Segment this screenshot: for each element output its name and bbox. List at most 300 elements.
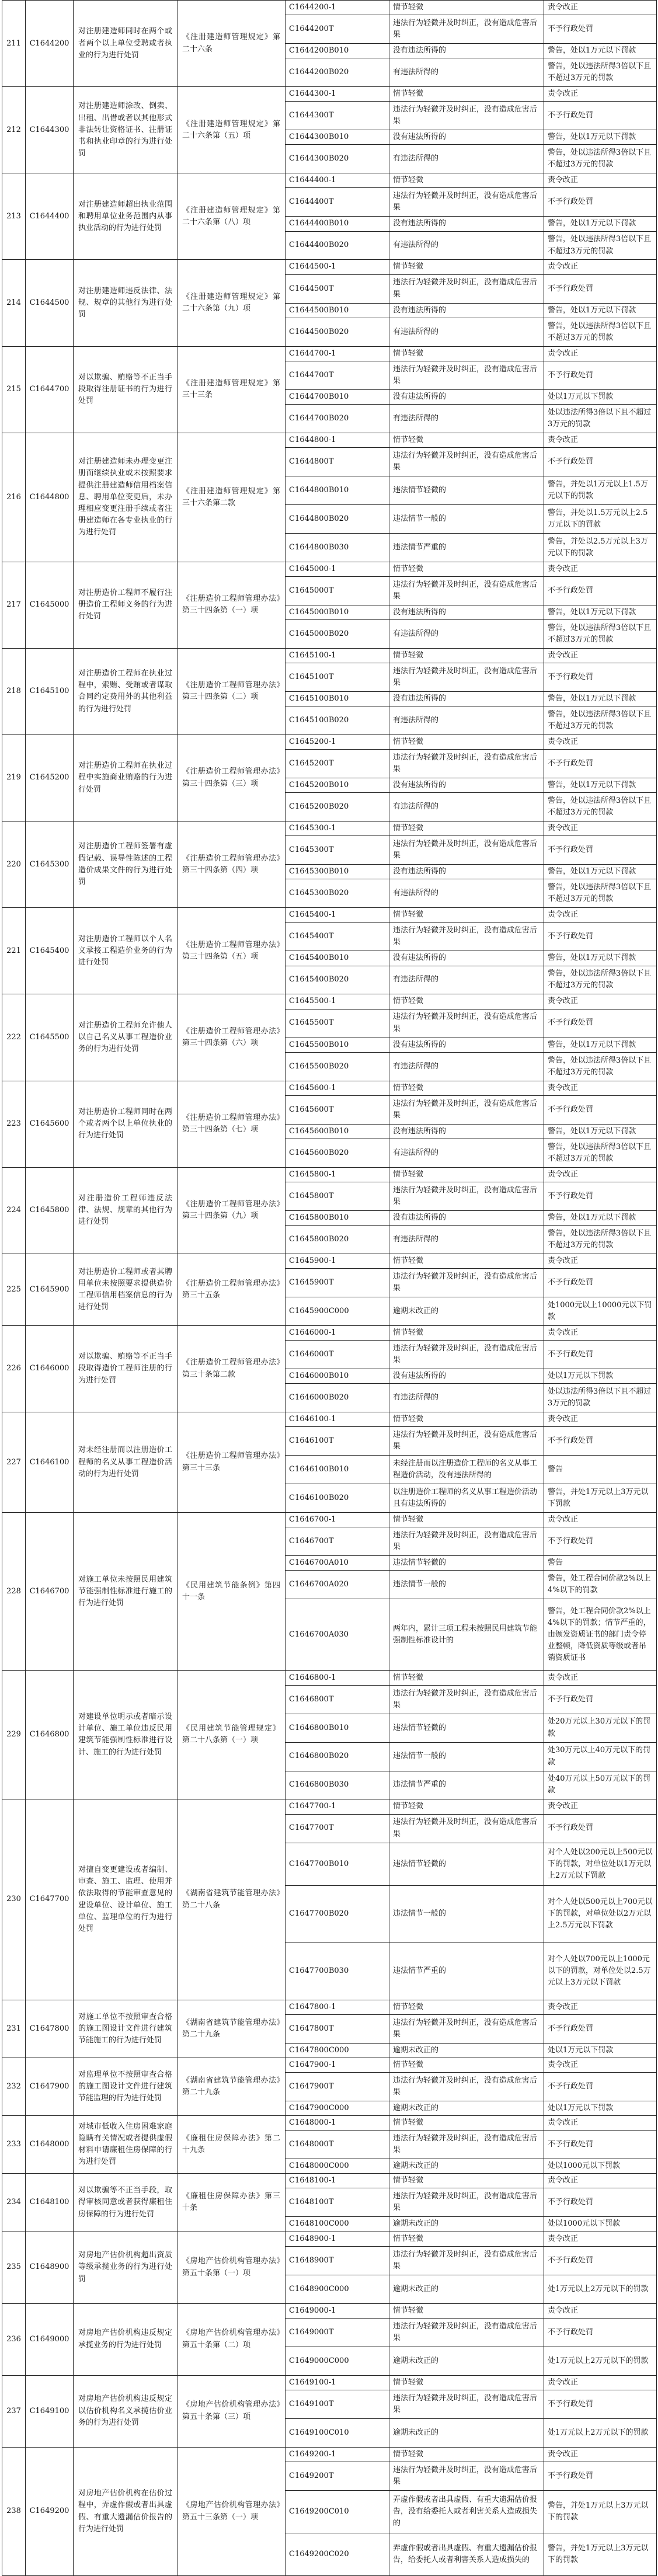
sub-code: C1646700-1 [286,1513,389,1527]
sub-code: C1644400T [286,188,389,217]
item-code: C1644800 [26,433,74,562]
table-row [2,908,657,923]
row-number: 225 [2,1254,26,1325]
penalty-item: 对房地产估价机构在估价过程中，弄虚作假或者出具虚假、有重大遗漏估价报告的行为进行处罚 [74,2447,177,2576]
circumstance: 两年内，累计三项工程未按照民用建筑节能强制性标准设计的 [389,1599,544,1670]
sub-code: C1645000B010 [286,605,389,619]
circumstance: 情节轻微 [389,2232,544,2246]
circumstance: 逾期未改正的 [389,2217,544,2232]
sub-code: C1647800-1 [286,2000,389,2014]
sub-code: C1644200B020 [286,58,389,87]
sub-code: C1646800T [286,1685,389,1714]
item-code: C1648900 [26,2232,74,2303]
legal-basis: 《注册造价工程师管理办法》第三十四条第（九）项 [177,1167,286,1254]
item-code: C1645400 [26,908,74,994]
sub-code: C1645200T [286,750,389,778]
legal-basis: 《廉租住房保障办法》第三十条 [177,2174,286,2232]
circumstance: 情节轻微 [389,1,544,15]
table-row [2,648,657,663]
penalty-standard: 责令改正 [544,173,657,188]
item-code: C1648000 [26,2116,74,2174]
item-code: C1645500 [26,994,74,1081]
circumstance: 没有违法所得的 [389,1038,544,1052]
penalty-standard: 警告，并处以1万元以上1.5万元以下的罚款 [544,476,657,504]
circumstance: 逾期未改正的 [389,2418,544,2447]
circumstance: 违法行为轻微并及时纠正，没有造成危害后果 [389,1341,544,1369]
circumstance: 违法行为轻微并及时纠正，没有造成危害后果 [389,1009,544,1038]
circumstance: 情节轻微 [389,173,544,188]
row-number: 211 [2,1,26,87]
circumstance: 没有违法所得的 [389,691,544,706]
circumstance: 情节轻微 [389,433,544,447]
row-number: 214 [2,260,26,346]
table-row [2,346,657,361]
item-code: C1647900 [26,2058,74,2115]
document-page [2,0,656,2565]
item-code: C1648100 [26,2174,74,2232]
circumstance: 违法行为轻微并及时纠正，没有造成危害后果 [389,576,544,605]
circumstance: 弄虚作假或者出具虚假、有重大遗漏估价报告，没有给委托人或者利害关系人造成损失的 [389,2490,544,2533]
circumstance: 逾期未改正的 [389,2275,544,2303]
penalty-item: 对建设单位明示或者暗示设计单位、施工单位违反民用建筑节能强制性标准进行设计、施工的行为进行处罚 [74,1670,177,1799]
penalty-standard: 警告，处以1万元以下罚款 [544,778,657,793]
row-number: 215 [2,346,26,433]
sub-code: C1647800C000 [286,2043,389,2058]
penalty-standard: 责令改正 [544,2303,657,2318]
item-code: C1644400 [26,173,74,260]
circumstance: 逾期未改正的 [389,2043,544,2058]
legal-basis: 《注册造价工程师管理办法》第三十四条第（四）项 [177,821,286,908]
penalty-standard: 警告，处以违法所得3倍以下且不超过3万元的罚款 [544,231,657,260]
circumstance: 违法行为轻微并及时纠正，没有造成危害后果 [389,1814,544,1843]
penalty-item: 对以欺骗、贿赂等不正当手段取得造价工程师注册的行为进行处罚 [74,1325,177,1412]
penalty-standard: 不予行政处罚 [544,576,657,605]
penalty-item: 对未经注册而以注册造价工程师的名义从事工程造价活动的行为进行处罚 [74,1412,177,1513]
circumstance: 违法行为轻微并及时纠正，没有造成危害后果 [389,2390,544,2418]
penalty-standard: 警告，处以违法所得3倍以下且不超过3万元的罚款 [544,145,657,173]
row-number: 231 [2,2000,26,2058]
penalty-item: 对监理单位不按照审查合格的施工图设计文件进行建筑节能监理的行为进行处罚 [74,2058,177,2115]
sub-code: C1648900T [286,2246,389,2275]
item-code: C1645100 [26,648,74,734]
circumstance: 有违法所得的 [389,1139,544,1167]
row-number: 213 [2,173,26,260]
circumstance: 没有违法所得的 [389,1210,544,1225]
penalty-standard: 处以1000元以下罚款 [544,2217,657,2232]
penalty-standard: 不予行政处罚 [544,1341,657,1369]
sub-code: C1647700B010 [286,1843,389,1885]
penalty-standard: 责令改正 [544,648,657,663]
sub-code: C1647700B030 [286,1943,389,2000]
legal-basis: 《湖南省建筑节能管理办法》第二十八条 [177,1799,286,2000]
penalty-standard: 对个人处以200元以上500元以下的罚款，对单位处以1万元以上2万元以下罚款 [544,1843,657,1885]
sub-code: C1647900C000 [286,2101,389,2115]
circumstance: 有违法所得的 [389,966,544,994]
legal-basis: 《湖南省建筑节能管理办法》第二十九条 [177,2000,286,2058]
penalty-table [2,0,657,2576]
circumstance: 情节轻微 [389,562,544,576]
sub-code: C1645500-1 [286,994,389,1009]
penalty-standard: 不予行政处罚 [544,361,657,389]
sub-code: C1648000T [286,2131,389,2159]
sub-code: C1644500T [286,274,389,303]
table-row [2,173,657,188]
sub-code: C1646800B010 [286,1714,389,1742]
table-row [2,734,657,749]
penalty-standard: 警告，处以违法所得3倍以下且不超过3万元的罚款 [544,318,657,346]
penalty-standard: 警告，处以违法所得3倍以下且不超过3万元的罚款 [544,966,657,994]
penalty-item: 对注册造价工程师违反法律、法规、规章的其他行为进行处罚 [74,1167,177,1254]
circumstance: 有违法所得的 [389,58,544,87]
circumstance: 没有违法所得的 [389,605,544,619]
circumstance: 情节轻微 [389,2116,544,2131]
table-row [2,433,657,447]
sub-code: C1649200-1 [286,2447,389,2462]
penalty-standard: 责令改正 [544,2116,657,2131]
circumstance: 弄虚作假或者出具虚假、有重大遗漏估价报告，给委托人或者利害关系人造成损失的 [389,2533,544,2576]
sub-code: C1646800B030 [286,1771,389,1799]
penalty-standard: 不予行政处罚 [544,836,657,865]
circumstance: 没有违法所得的 [389,1124,544,1139]
circumstance: 违法行为轻微并及时纠正，没有造成危害后果 [389,1182,544,1210]
table-row [2,2375,657,2390]
penalty-standard: 处以1万元以下罚款 [544,389,657,404]
row-number: 229 [2,1670,26,1799]
penalty-item: 对注册建造师超出执业范围和聘用单位业务范围内从事执业活动的行为进行处罚 [74,173,177,260]
row-number: 212 [2,87,26,173]
table-row [2,821,657,836]
circumstance: 违法行为轻微并及时纠正，没有造成危害后果 [389,2246,544,2275]
sub-code: C1644300B010 [286,130,389,145]
row-number: 217 [2,562,26,648]
penalty-standard: 对个人处以700元以上1000元以下的罚款，对单位处以2.5万元以上3万元以下罚款 [544,1943,657,2000]
penalty-standard: 责令改正 [544,2000,657,2014]
circumstance: 违法情节严重的 [389,533,544,562]
table-row [2,2174,657,2188]
circumstance: 违法行为轻微并及时纠正，没有造成危害后果 [389,1685,544,1714]
sub-code: C1644700T [286,361,389,389]
penalty-item: 对注册建造师违反法律、法规、规章的其他行为进行处罚 [74,260,177,346]
sub-code: C1644800B030 [286,533,389,562]
penalty-item: 对施工单位不按照审查合格的施工图设计文件进行建筑节能施工的行为进行处罚 [74,2000,177,2058]
sub-code: C1649100C010 [286,2418,389,2447]
legal-basis: 《房地产估价机构管理办法》第五十条第（一）项 [177,2232,286,2303]
row-number: 218 [2,648,26,734]
sub-code: C1644400B010 [286,217,389,231]
legal-basis: 《注册造价工程师管理办法》第三十四条第（二）项 [177,648,286,734]
circumstance: 违法行为轻微并及时纠正，没有造成危害后果 [389,663,544,691]
sub-code: C1645800B020 [286,1225,389,1254]
circumstance: 违法行为轻微并及时纠正，没有造成危害后果 [389,1095,544,1124]
penalty-standard: 处以1万元以下罚款 [544,2043,657,2058]
penalty-standard: 处以违法所得3倍以下且不超过3万元的罚款 [544,1384,657,1412]
circumstance: 没有违法所得的 [389,44,544,58]
sub-code: C1645900-1 [286,1254,389,1268]
sub-code: C1644700B010 [286,389,389,404]
sub-code: C1645500B020 [286,1052,389,1081]
circumstance: 没有违法所得的 [389,1369,544,1384]
sub-code: C1644200-1 [286,1,389,15]
legal-basis: 《注册造价工程师管理办法》第三十四条第（五）项 [177,908,286,994]
item-code: C1645600 [26,1081,74,1167]
table-row [2,1513,657,1527]
table-row [2,1081,657,1095]
sub-code: C1647800T [286,2014,389,2043]
sub-code: C1647700B020 [286,1885,389,1943]
sub-code: C1648000C000 [286,2159,389,2174]
penalty-item: 对注册造价工程师以个人名义承接工程造价业务的行为进行处罚 [74,908,177,994]
sub-code: C1649100T [286,2390,389,2418]
penalty-standard: 不予行政处罚 [544,663,657,691]
penalty-item: 对以欺骗等不正当手段，取得审核同意或者获得廉租住房保障的行为进行处罚 [74,2174,177,2232]
legal-basis: 《注册造价工程师管理办法》第三十条第二款 [177,1325,286,1412]
sub-code: C1648100T [286,2188,389,2217]
sub-code: C1648000-1 [286,2116,389,2131]
sub-code: C1644200B010 [286,44,389,58]
sub-code: C1646100T [286,1427,389,1456]
sub-code: C1644800B010 [286,476,389,504]
circumstance: 有违法所得的 [389,1384,544,1412]
penalty-standard: 不予行政处罚 [544,1269,657,1297]
table-row [2,260,657,274]
circumstance: 有违法所得的 [389,145,544,173]
penalty-item: 对房地产估价机构超出资质等级承揽业务的行为进行处罚 [74,2232,177,2303]
circumstance: 情节轻微 [389,346,544,361]
penalty-item: 对施工单位未按照民用建筑节能强制性标准进行施工的行为进行处罚 [74,1513,177,1671]
circumstance: 情节轻微 [389,1513,544,1527]
circumstance: 情节轻微 [389,1412,544,1427]
row-number: 228 [2,1513,26,1671]
circumstance: 情节轻微 [389,994,544,1009]
penalty-standard: 处以1万元以下罚款 [544,2101,657,2115]
item-code: C1649100 [26,2375,74,2447]
penalty-standard: 警告，处以违法所得3倍以下且不超过3万元的罚款 [544,1052,657,1081]
penalty-standard: 处30万元以上40万元以下的罚款 [544,1742,657,1771]
circumstance: 情节轻微 [389,2375,544,2390]
penalty-item: 对注册建造师同时在两个或者两个以上单位受聘或者执业的行为进行处罚 [74,1,177,87]
table-row [2,2303,657,2318]
sub-code: C1645100-1 [286,648,389,663]
sub-code: C1644400-1 [286,173,389,188]
table-row [2,1,657,15]
penalty-standard: 责令改正 [544,821,657,836]
row-number: 224 [2,1167,26,1254]
legal-basis: 《注册造价工程师管理办法》第三十四条第（六）项 [177,994,286,1081]
penalty-standard: 处1000元以上10000元以下罚款 [544,1297,657,1326]
sub-code: C1645600B010 [286,1124,389,1139]
penalty-item: 对以欺骗、贿赂等不正当手段取得注册证书的行为进行处罚 [74,346,177,433]
sub-code: C1646000B020 [286,1384,389,1412]
sub-code: C1646100B010 [286,1456,389,1484]
penalty-standard: 警告，处以违法所得3倍以下且不超过3万元的罚款 [544,879,657,908]
circumstance: 违法行为轻微并及时纠正，没有造成危害后果 [389,836,544,865]
penalty-item: 对注册造价工程师或者其聘用单位未按照要求提供造价工程师信用档案信息的行为进行处罚 [74,1254,177,1325]
circumstance: 有违法所得的 [389,619,544,648]
sub-code: C1644300T [286,102,389,130]
circumstance: 逾期未改正的 [389,2159,544,2174]
penalty-standard: 不予行政处罚 [544,274,657,303]
sub-code: C1646700A020 [286,1571,389,1599]
item-code: C1646000 [26,1325,74,1412]
row-number: 236 [2,2303,26,2375]
circumstance: 逾期未改正的 [389,2347,544,2375]
circumstance: 没有违法所得的 [389,217,544,231]
penalty-standard: 责令改正 [544,433,657,447]
penalty-standard: 对个人处以500元以上700元以下的罚款，对单位处以2万元以上2.5万元以下罚款 [544,1885,657,1943]
legal-basis: 《注册造价工程师管理办法》第三十三条 [177,1412,286,1513]
item-code: C1644500 [26,260,74,346]
circumstance: 违法情节一般的 [389,1742,544,1771]
penalty-standard: 处以1万元以下罚款 [544,1369,657,1384]
item-code: C1649200 [26,2447,74,2576]
item-code: C1649000 [26,2303,74,2375]
sub-code: C1645000B020 [286,619,389,648]
sub-code: C1649000-1 [286,2303,389,2318]
legal-basis: 《注册造价工程师管理办法》第三十五条 [177,1254,286,1325]
row-number: 230 [2,1799,26,2000]
circumstance: 情节轻微 [389,1670,544,1685]
sub-code: C1645800T [286,1182,389,1210]
circumstance: 违法行为轻微并及时纠正，没有造成危害后果 [389,361,544,389]
sub-code: C1647700-1 [286,1799,389,1814]
penalty-standard: 不予行政处罚 [544,15,657,44]
penalty-standard: 警告，处以1万元以下罚款 [544,691,657,706]
penalty-standard: 责令改正 [544,1254,657,1268]
circumstance: 情节轻微 [389,2000,544,2014]
table-row [2,1412,657,1427]
legal-basis: 《房地产估价机构管理办法》第五十条第（二）项 [177,2303,286,2375]
table-row [2,2447,657,2462]
sub-code: C1645200-1 [286,734,389,749]
row-number: 216 [2,433,26,562]
penalty-standard: 不予行政处罚 [544,1814,657,1843]
penalty-standard: 责令改正 [544,2058,657,2072]
penalty-standard: 警告 [544,1556,657,1571]
circumstance: 以注册造价工程师的名义从事工程造价活动且有违法所得的 [389,1484,544,1513]
penalty-standard: 责令改正 [544,2174,657,2188]
circumstance: 没有违法所得的 [389,865,544,879]
circumstance: 有违法所得的 [389,231,544,260]
circumstance: 情节轻微 [389,734,544,749]
item-code: C1645800 [26,1167,74,1254]
penalty-standard: 责令改正 [544,260,657,274]
circumstance: 没有违法所得的 [389,130,544,145]
penalty-item: 对注册造价工程师不履行注册造价工程师义务的行为进行处罚 [74,562,177,648]
legal-basis: 《注册建造师管理规定》第二十六条第（八）项 [177,173,286,260]
item-code: C1647700 [26,1799,74,2000]
sub-code: C1649000C000 [286,2347,389,2375]
circumstance: 有违法所得的 [389,706,544,735]
sub-code: C1646700A030 [286,1599,389,1670]
penalty-item: 对注册造价工程师同时在两个或者两个以上单位执业的行为进行处罚 [74,1081,177,1167]
penalty-standard: 警告，处以1万元以下罚款 [544,1124,657,1139]
sub-code: C1648900C000 [286,2275,389,2303]
circumstance: 违法行为轻微并及时纠正，没有造成危害后果 [389,1527,544,1556]
table-row [2,1325,657,1340]
penalty-standard: 处1万元以上2万元以下的罚款 [544,2418,657,2447]
penalty-item: 对房地产估价机构违反规定承揽业务的行为进行处罚 [74,2303,177,2375]
penalty-standard: 警告，处以违法所得3倍以下且不超过3万元的罚款 [544,706,657,735]
sub-code: C1645500T [286,1009,389,1038]
penalty-standard: 不予行政处罚 [544,1095,657,1124]
circumstance: 有违法所得的 [389,404,544,433]
penalty-standard: 不予行政处罚 [544,1427,657,1456]
penalty-standard: 责令改正 [544,346,657,361]
penalty-item: 对注册造价工程师签署有虚假记载、误导性陈述的工程造价成果文件的行为进行处罚 [74,821,177,908]
penalty-item: 对擅自变更建设或者编制、审查、施工、监理、使用并依法取得的节能审查意见的建设单位、设计单位、施工单位、监理单位的行为进行处罚 [74,1799,177,2000]
sub-code: C1646800-1 [286,1670,389,1685]
item-code: C1645300 [26,821,74,908]
legal-basis: 《注册造价工程师管理办法》第三十四条第（三）项 [177,734,286,821]
circumstance: 有违法所得的 [389,318,544,346]
circumstance: 违法情节轻微的 [389,476,544,504]
legal-basis: 《注册造价工程师管理办法》第三十四条第（七）项 [177,1081,286,1167]
sub-code: C1645900C000 [286,1297,389,1326]
item-code: C1647800 [26,2000,74,2058]
circumstance: 有违法所得的 [389,879,544,908]
sub-code: C1645300B010 [286,865,389,879]
item-code: C1646700 [26,1513,74,1671]
sub-code: C1646800B020 [286,1742,389,1771]
penalty-item: 对注册造价工程师在执业过程中实施商业贿赂的行为进行处罚 [74,734,177,821]
legal-basis: 《民用建筑节能条例》第四十一条 [177,1513,286,1671]
circumstance: 有违法所得的 [389,1225,544,1254]
circumstance: 违法行为轻微并及时纠正，没有造成危害后果 [389,447,544,476]
table-row [2,562,657,576]
penalty-standard: 警告，处以违法所得3倍以下且不超过3万元的罚款 [544,619,657,648]
sub-code: C1645300B020 [286,879,389,908]
penalty-standard: 不予行政处罚 [544,188,657,217]
sub-code: C1645000T [286,576,389,605]
penalty-standard: 不予行政处罚 [544,2131,657,2159]
penalty-standard: 不予行政处罚 [544,1685,657,1714]
penalty-standard: 警告，处工程合同价款2%以上4%以下的罚款；情节严重的，由颁发资质证书的部门责令停业整顿，降低资质等级或者吊销资质证书 [544,1599,657,1670]
penalty-standard: 处40万元以上50万元以下的罚款 [544,1771,657,1799]
sub-code: C1645300T [286,836,389,865]
item-code: C1644300 [26,87,74,173]
penalty-standard: 不予行政处罚 [544,1009,657,1038]
penalty-standard: 处以违法所得3倍以下且不超过3万元的罚款 [544,404,657,433]
table-row [2,1670,657,1685]
row-number: 221 [2,908,26,994]
penalty-standard: 不予行政处罚 [544,2390,657,2418]
sub-code: C1645900T [286,1269,389,1297]
circumstance: 没有违法所得的 [389,389,544,404]
sub-code: C1647900-1 [286,2058,389,2072]
table-row [2,1799,657,1814]
penalty-standard: 责令改正 [544,1081,657,1095]
sub-code: C1649000T [286,2318,389,2347]
sub-code: C1646700A010 [286,1556,389,1571]
penalty-standard: 责令改正 [544,1167,657,1182]
penalty-item: 对注册建造师未办理变更注册而继续执业或未按照要求提供注册建造师信用档案信息、聘用单位变更后，未办理相应变更注册手续或者注册建造师在各专业执业的行为进行处罚 [74,433,177,562]
circumstance: 违法行为轻微并及时纠正，没有造成危害后果 [389,15,544,44]
circumstance: 违法情节严重的 [389,1943,544,2000]
table-row [2,1167,657,1182]
legal-basis: 《湖南省建筑节能管理办法》第二十九条 [177,2058,286,2115]
penalty-standard: 不予行政处罚 [544,750,657,778]
penalty-item: 对注册造价工程师允许他人以自己名义从事工程造价业务的行为进行处罚 [74,994,177,1081]
row-number: 222 [2,994,26,1081]
penalty-standard: 不予行政处罚 [544,2073,657,2101]
legal-basis: 《注册建造师管理规定》第二十六条第（五）项 [177,87,286,173]
penalty-standard: 不予行政处罚 [544,1182,657,1210]
sub-code: C1645200B010 [286,778,389,793]
sub-code: C1645600-1 [286,1081,389,1095]
penalty-standard: 警告，处以1万元以下罚款 [544,951,657,966]
penalty-standard: 责令改正 [544,87,657,102]
sub-code: C1645100T [286,663,389,691]
